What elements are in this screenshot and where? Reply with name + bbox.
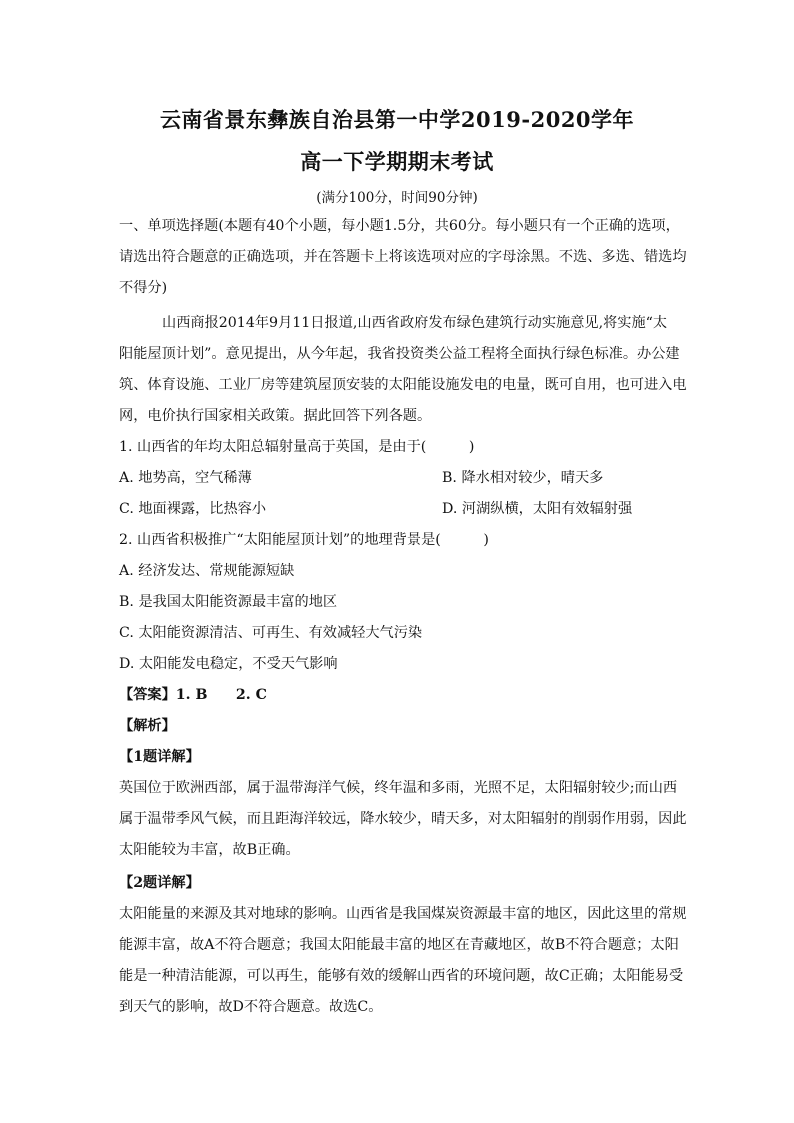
question-2-option-a: A. 经济发达、常规能源短缺 — [119, 563, 295, 579]
passage-line: 阳能屋顶计划”。意见提出，从今年起，我省投资类公益工程将全面执行绿色标准。办公建 — [119, 346, 680, 362]
detail-2-line: 太阳能量的来源及其对地球的影响。山西省是我国煤炭资源最丰富的地区，因此这里的常规 — [119, 906, 687, 922]
answer-line: 【答案】1. B 2. C — [119, 687, 267, 703]
detail-1-line: 太阳能较为丰富，故B正确。 — [119, 842, 300, 858]
question-2-stem: 2. 山西省积极推广“太阳能屋顶计划”的地理背景是( ) — [119, 532, 489, 548]
passage-line: 筑、体育设施、工业厂房等建筑屋顶安装的太阳能设施发电的电量，既可自用，也可进入电 — [119, 377, 687, 393]
exam-title: 云南省景东彝族自治县第一中学2019-2020学年 — [159, 107, 635, 132]
instructions-line: 请选出符合题意的正确选项，并在答题卡上将该选项对应的字母涂黑。不选、多选、错选均 — [119, 249, 687, 265]
detail-1-line: 英国位于欧洲西部，属于温带海洋气候，终年温和多雨，光照不足，太阳辐射较少;而山西 — [119, 780, 678, 796]
detail-2-line: 到天气的影响，故D不符合题意。故选C。 — [119, 999, 383, 1015]
question-1-stem: 1. 山西省的年均太阳总辐射量高于英国，是由于( ) — [119, 439, 475, 455]
instructions-line: 不得分) — [119, 280, 168, 296]
detail-1-heading: 【1题详解】 — [119, 749, 200, 765]
detail-2-line: 能是一种清洁能源，可以再生，能够有效的缓解山西省的环境问题，故C正确；太阳能易受 — [119, 968, 684, 984]
question-1-option-c: C. 地面裸露，比热容小 — [119, 501, 267, 517]
question-2-option-c: C. 太阳能资源清洁、可再生、有效减轻大气污染 — [119, 625, 423, 641]
analysis-heading: 【解析】 — [119, 718, 176, 734]
passage-line: 山西商报2014年9月11日报道,山西省政府发布绿色建筑行动实施意见,将实施“太 — [162, 315, 668, 331]
detail-1-line: 属于温带季风气候，而且距海洋较远，降水较少，晴天多，对太阳辐射的削弱作用弱，因此 — [119, 811, 687, 827]
question-2-option-b: B. 是我国太阳能资源最丰富的地区 — [119, 594, 338, 610]
exam-subtitle: (满分100分，时间90分钟) — [316, 190, 478, 206]
question-1-option-d: D. 河湖纵横，太阳有效辐射强 — [442, 501, 633, 517]
exam-title-line2: 高一下学期期末考试 — [300, 149, 494, 174]
question-1-option-b: B. 降水相对较少，晴天多 — [442, 470, 604, 486]
passage-line: 网，电价执行国家相关政策。据此回答下列各题。 — [119, 408, 432, 424]
question-2-option-d: D. 太阳能发电稳定，不受天气影响 — [119, 656, 338, 672]
detail-2-heading: 【2题详解】 — [119, 875, 200, 891]
instructions-line: 一、单项选择题(本题有40个小题，每小题1.5分，共60分。每小题只有一个正确的选项， — [119, 218, 680, 234]
detail-2-line: 能源丰富，故A不符合题意；我国太阳能最丰富的地区在青藏地区，故B不符合题意；太阳 — [119, 937, 679, 953]
question-1-option-a: A. 地势高，空气稀薄 — [119, 470, 252, 486]
